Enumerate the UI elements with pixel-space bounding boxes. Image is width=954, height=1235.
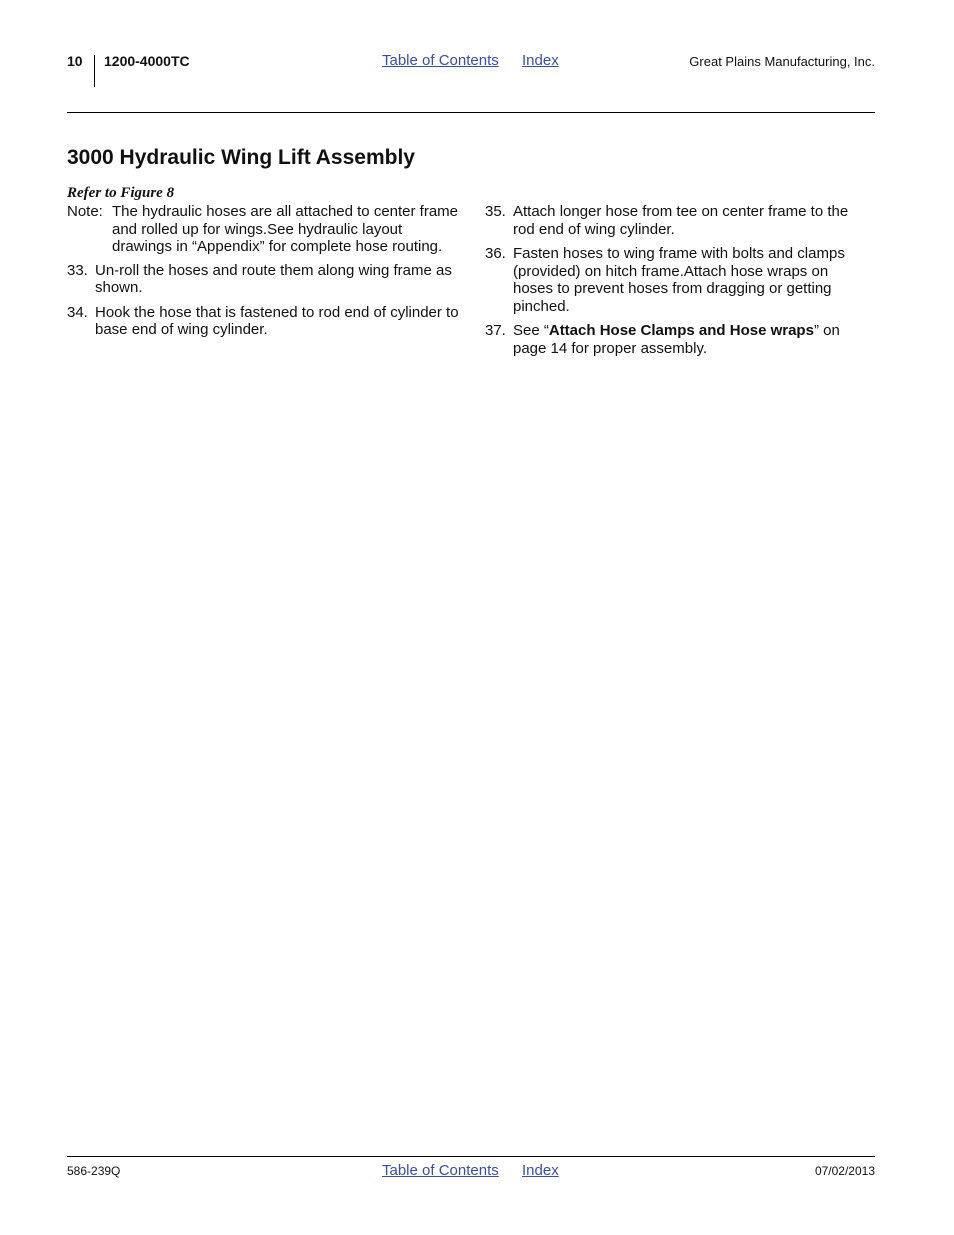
- header-rule: [67, 112, 875, 113]
- page-number: 10: [67, 53, 83, 69]
- note-text: The hydraulic hoses are all attached to center frame and rolled up for wings.See hydraulic layout drawings in “Appendix” for complete hose routing.: [112, 203, 459, 255]
- note-label: Note:: [67, 203, 103, 220]
- step-text: Un-roll the hoses and route them along wing frame as shown.: [95, 261, 452, 296]
- revision-date: 07/02/2013: [814, 1164, 875, 1178]
- step-text: Fasten hoses to wing frame with bolts and clamps (provided) on hitch frame.Attach hose wraps on hoses to prevent hoses from dragging or getting pinched.: [513, 245, 845, 315]
- doc-code: 1200-4000TC: [104, 53, 190, 69]
- list-item: [485, 322, 865, 357]
- step-number: 35.: [485, 203, 506, 220]
- left-column: [67, 203, 459, 346]
- step-number: 37.: [485, 322, 506, 339]
- header-divider: [94, 55, 95, 87]
- list-item: [485, 203, 865, 238]
- step-text: [513, 322, 865, 357]
- header-index-link[interactable]: Index: [522, 52, 559, 69]
- header-toc-link[interactable]: Table of Contents: [382, 52, 499, 69]
- step-text-pre: See “: [513, 322, 549, 339]
- company-name: Great Plains Manufacturing, Inc.: [689, 54, 875, 69]
- step-number: 33.: [67, 261, 88, 279]
- step-text-post: ” on page 14 for proper assembly.: [513, 322, 840, 357]
- list-item: [485, 245, 865, 315]
- footer-index-link[interactable]: Index: [522, 1162, 559, 1179]
- right-column: [485, 203, 865, 364]
- step-number: 36.: [485, 245, 506, 262]
- note-block: [67, 203, 459, 256]
- step-number: 34.: [67, 303, 88, 321]
- doc-number: 586-239Q: [67, 1164, 121, 1178]
- figure-reference: Refer to Figure 8: [67, 185, 175, 201]
- cross-reference-link[interactable]: Attach Hose Clamps and Hose wraps: [548, 322, 814, 339]
- footer-rule: [67, 1156, 875, 1157]
- section-title: 3000 Hydraulic Wing Lift Assembly: [67, 146, 415, 169]
- list-item: [67, 262, 459, 297]
- footer-toc-link[interactable]: Table of Contents: [382, 1162, 499, 1179]
- step-text: Hook the hose that is fastened to rod end of cylinder to base end of wing cylinder.: [95, 303, 459, 338]
- step-text: Attach longer hose from tee on center frame to the rod end of wing cylinder.: [513, 203, 849, 238]
- list-item: [67, 304, 459, 339]
